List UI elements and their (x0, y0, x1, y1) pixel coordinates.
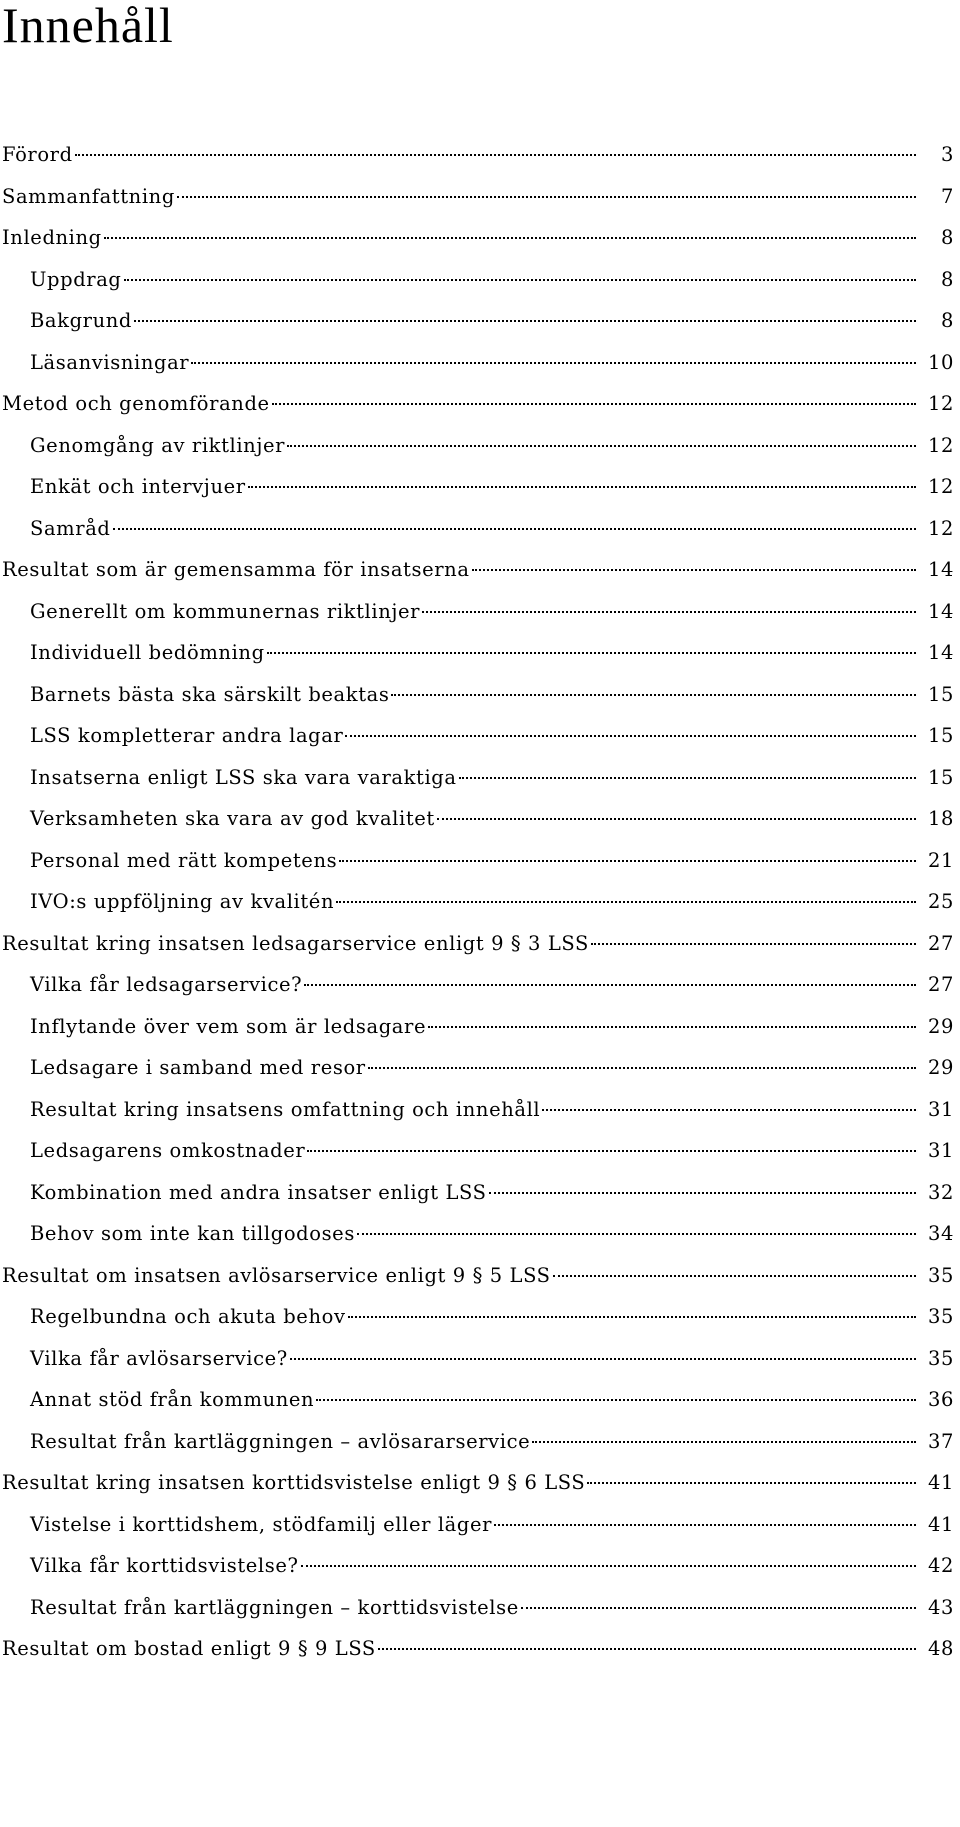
toc-entry-label: Uppdrag (30, 267, 122, 291)
toc-entry[interactable] (0, 1263, 960, 1305)
dot-leader (357, 1233, 916, 1235)
toc-entry-label: Metod och genomförande (2, 392, 270, 415)
toc-entry-label: Behov som inte kan tillgodoses (30, 1222, 355, 1245)
toc-entry-page-number: 27 (927, 931, 954, 955)
toc-entry[interactable] (0, 1429, 960, 1471)
toc-entry[interactable] (0, 557, 960, 599)
toc-entry[interactable] (0, 931, 960, 973)
dot-leader (428, 1026, 916, 1028)
toc-entry-label: Verksamheten ska vara av god kvalitet (30, 807, 435, 830)
toc-entry[interactable] (0, 350, 960, 392)
dot-leader (422, 611, 916, 613)
toc-entry-page-number: 35 (927, 1305, 954, 1328)
dot-leader (532, 1441, 916, 1443)
toc-entry[interactable] (0, 184, 960, 226)
toc-entry[interactable] (0, 1055, 960, 1097)
toc-entry-label: Insatserna enligt LSS ska vara varaktiga (30, 765, 457, 789)
toc-entry-label: Barnets bästa ska särskilt beaktas (30, 682, 390, 706)
toc-entry[interactable] (0, 1346, 960, 1388)
dot-leader (489, 1192, 916, 1194)
toc-entry[interactable] (0, 765, 960, 807)
toc-entry[interactable] (0, 682, 960, 724)
dot-leader (301, 1565, 916, 1567)
toc-entry-label: Generellt om kommunernas riktlinjer (30, 599, 421, 623)
toc-entry[interactable] (0, 972, 960, 1014)
toc-entry[interactable] (0, 1512, 960, 1554)
toc-entry-page-number: 15 (927, 682, 954, 706)
toc-entry[interactable] (0, 433, 960, 475)
toc-entry-label: Resultat kring insatsens omfattning och innehåll (30, 1097, 541, 1121)
toc-entry-label: Resultat om insatsen avlösarservice enligt 9 § 5 LSS (2, 1263, 551, 1287)
toc-entry-page-number: 34 (927, 1222, 954, 1245)
toc-entry-page-number: 14 (927, 641, 954, 664)
toc-entry-page-number: 35 (927, 1346, 954, 1370)
toc-entry-label: LSS kompletterar andra lagar (30, 724, 344, 747)
toc-entry-page-number: 41 (927, 1471, 954, 1494)
toc-entry[interactable] (0, 723, 960, 765)
toc-entry-page-number: 14 (927, 599, 954, 623)
toc-entry[interactable] (0, 142, 960, 184)
toc-entry-page-number: 31 (927, 1139, 954, 1162)
dot-leader (191, 362, 916, 364)
toc-entry-page-number: 14 (927, 558, 954, 581)
page-title: Innehåll (2, 0, 174, 53)
toc-entry[interactable] (0, 1470, 960, 1512)
toc-entry[interactable] (0, 1636, 960, 1678)
dot-leader (459, 777, 916, 779)
toc-entry-label: Annat stöd från kommunen (30, 1388, 315, 1411)
toc-entry[interactable] (0, 599, 960, 641)
toc-entry-page-number: 7 (940, 184, 954, 208)
toc-entry[interactable] (0, 474, 960, 516)
toc-entry-label: Resultat om bostad enligt 9 § 9 LSS (2, 1637, 376, 1660)
toc-entry-label: Inflytande över vem som är ledsagare (30, 1014, 427, 1038)
toc-entry[interactable] (0, 308, 960, 350)
toc-entry[interactable] (0, 516, 960, 558)
toc-entry-page-number: 43 (927, 1595, 954, 1619)
dot-leader (307, 1150, 916, 1152)
toc-entry[interactable] (0, 267, 960, 309)
toc-entry-page-number: 32 (927, 1180, 954, 1204)
toc-entry-label: Förord (2, 143, 73, 166)
toc-entry[interactable] (0, 1138, 960, 1180)
dot-leader (587, 1482, 916, 1484)
dot-leader (553, 1275, 916, 1277)
dot-leader (378, 1648, 916, 1650)
toc-entry-page-number: 12 (927, 516, 954, 540)
toc-entry-page-number: 18 (927, 807, 954, 830)
toc-entry-label: Regelbundna och akuta behov (30, 1305, 346, 1328)
toc-entry-page-number: 29 (927, 1056, 954, 1079)
toc-entry-label: Vilka får avlösarservice? (30, 1346, 288, 1370)
toc-entry-label: Samråd (30, 516, 111, 540)
dot-leader (336, 901, 916, 903)
toc-entry-label: IVO:s uppföljning av kvalitén (30, 890, 335, 913)
dot-leader (542, 1109, 916, 1111)
dot-leader (348, 1316, 916, 1318)
toc-entry-page-number: 8 (940, 226, 954, 249)
toc-entry[interactable] (0, 1014, 960, 1056)
toc-entry-page-number: 29 (927, 1014, 954, 1038)
toc-entry-label: Personal med rätt kompetens (30, 848, 338, 872)
toc-entry-page-number: 12 (927, 392, 954, 415)
dot-leader (391, 694, 916, 696)
toc-entry-label: Resultat kring insatsen ledsagarservice enligt 9 § 3 LSS (2, 931, 589, 955)
toc-entry-label: Ledsagare i samband med resor (30, 1056, 366, 1079)
toc-entry[interactable] (0, 1097, 960, 1139)
toc-entry-label: Resultat från kartläggningen – korttidsvistelse (30, 1595, 519, 1619)
toc-entry-page-number: 48 (927, 1637, 954, 1660)
toc-entry-page-number: 42 (927, 1554, 954, 1577)
toc-entry[interactable] (0, 1180, 960, 1222)
toc-entry-label: Ledsagarens omkostnader (30, 1139, 306, 1162)
toc-entry-page-number: 12 (927, 475, 954, 498)
toc-entry-page-number: 41 (927, 1512, 954, 1536)
toc-entry-label: Kombination med andra insatser enligt LSS (30, 1180, 487, 1204)
toc-entry[interactable] (0, 889, 960, 931)
dot-leader (591, 943, 916, 945)
toc-entry-page-number: 8 (940, 309, 954, 332)
toc-entry[interactable] (0, 806, 960, 848)
toc-entry-page-number: 21 (927, 848, 954, 872)
dot-leader (267, 652, 916, 654)
dot-leader (437, 818, 916, 820)
dot-leader (113, 528, 916, 530)
dot-leader (75, 154, 916, 156)
toc-entry[interactable] (0, 1304, 960, 1346)
dot-leader (345, 735, 916, 737)
dot-leader (368, 1067, 916, 1069)
dot-leader (521, 1607, 916, 1609)
toc-entry[interactable] (0, 391, 960, 433)
toc-entry-page-number: 3 (940, 143, 954, 166)
toc-entry-label: Resultat från kartläggningen – avlösararservice (30, 1429, 531, 1453)
toc-entry[interactable] (0, 1221, 960, 1263)
toc-entry[interactable] (0, 848, 960, 890)
dot-leader (248, 486, 916, 488)
toc-entry-label: Läsanvisningar (30, 350, 190, 374)
toc-entry-label: Bakgrund (30, 309, 132, 332)
toc-entry-label: Resultat kring insatsen korttidsvistelse enligt 9 § 6 LSS (2, 1471, 586, 1494)
dot-leader (104, 237, 916, 239)
dot-leader (287, 445, 916, 447)
toc-entry[interactable] (0, 1595, 960, 1637)
toc-entry-page-number: 27 (927, 973, 954, 996)
toc-entry-label: Enkät och intervjuer (30, 475, 246, 498)
dot-leader (494, 1524, 916, 1526)
dot-leader (304, 984, 916, 986)
toc-entry-label: Vilka får korttidsvistelse? (30, 1554, 299, 1577)
dot-leader (272, 403, 916, 405)
dot-leader (290, 1358, 916, 1360)
dot-leader (316, 1399, 916, 1401)
dot-leader (134, 320, 916, 322)
toc-entry-label: Sammanfattning (2, 184, 175, 208)
toc-entry-label: Genomgång av riktlinjer (30, 433, 286, 457)
toc-entry[interactable] (0, 1387, 960, 1429)
toc-entry-page-number: 31 (927, 1097, 954, 1121)
toc-entry-page-number: 36 (927, 1388, 954, 1411)
toc-entry-label: Vistelse i korttidshem, stödfamilj eller läger (30, 1512, 493, 1536)
toc-entry-label: Vilka får ledsagarservice? (30, 973, 303, 996)
toc-entry-page-number: 12 (927, 433, 954, 457)
toc-entry[interactable] (0, 640, 960, 682)
toc-entry-label: Inledning (2, 226, 102, 249)
toc-entry-page-number: 8 (940, 267, 954, 291)
toc-entry-label: Resultat som är gemensamma för insatserna (2, 558, 470, 581)
toc-entry[interactable] (0, 225, 960, 267)
toc-entry-page-number: 35 (927, 1263, 954, 1287)
toc-entry[interactable] (0, 1553, 960, 1595)
table-of-contents (0, 142, 960, 1678)
dot-leader (124, 279, 916, 281)
toc-entry-page-number: 15 (927, 765, 954, 789)
dot-leader (339, 860, 916, 862)
toc-entry-page-number: 37 (927, 1429, 954, 1453)
toc-entry-label: Individuell bedömning (30, 641, 265, 664)
toc-entry-page-number: 15 (927, 724, 954, 747)
dot-leader (472, 569, 916, 571)
dot-leader (177, 196, 916, 198)
toc-entry-page-number: 25 (927, 890, 954, 913)
toc-entry-page-number: 10 (927, 350, 954, 374)
